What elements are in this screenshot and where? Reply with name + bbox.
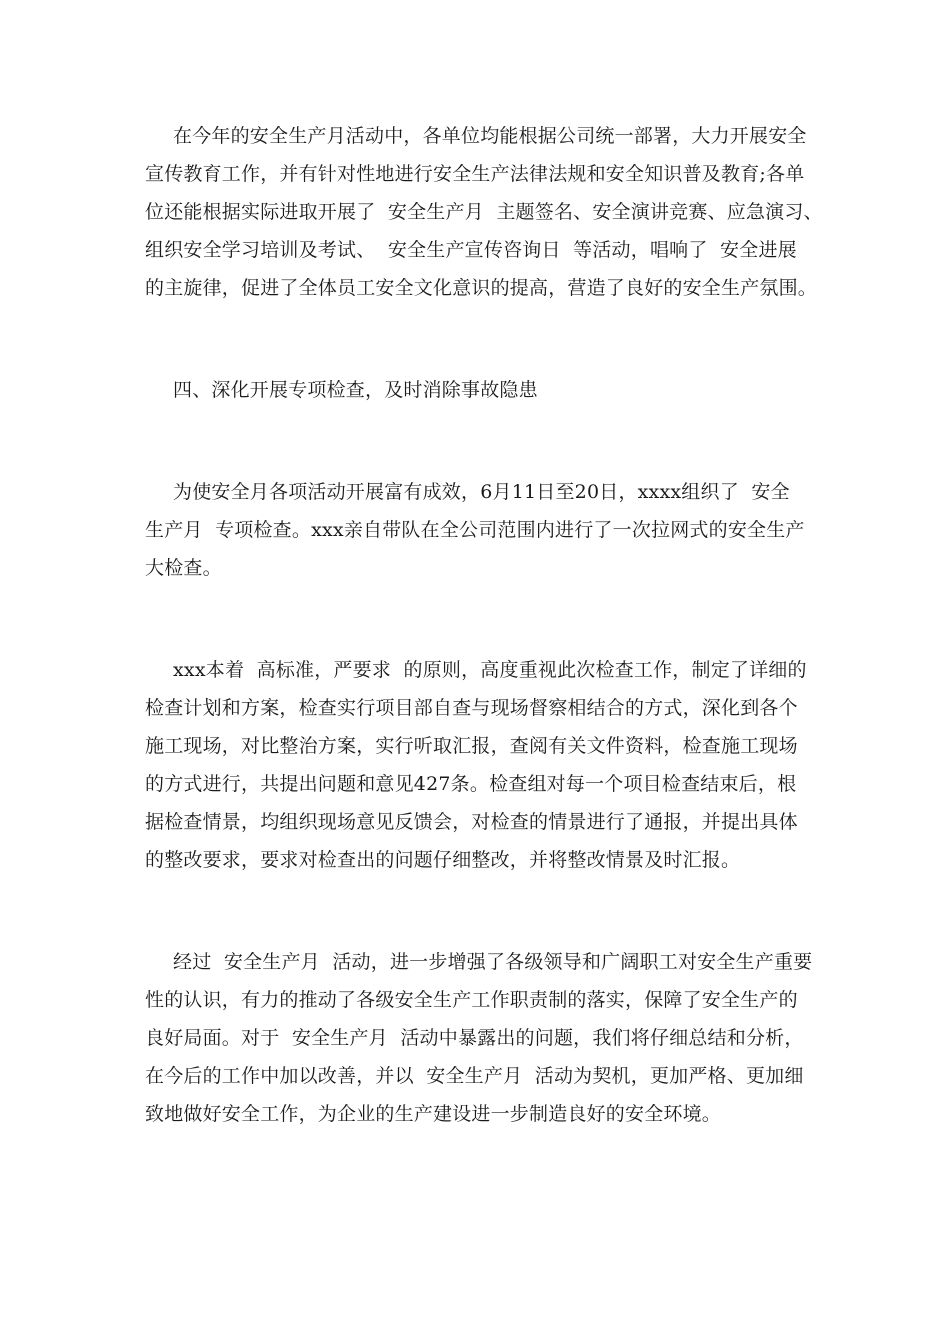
- paragraph-line: 性的认识，有力的推动了各级安全生产工作职责制的落实，保障了安全生产的: [145, 989, 798, 1011]
- paragraph-line: 的整改要求，要求对检查出的问题仔细整改，并将整改情景及时汇报。: [145, 849, 741, 871]
- paragraph-line: xxx本着 高标准，严要求 的原则，高度重视此次检查工作，制定了详细的: [173, 659, 807, 681]
- paragraph-line: 的主旋律，促进了全体员工安全文化意识的提高，营造了良好的安全生产氛围。: [145, 277, 818, 299]
- paragraph-line: 检查计划和方案，检查实行项目部自查与现场督察相结合的方式，深化到各个: [145, 697, 798, 719]
- paragraph-line: 为使安全月各项活动开展富有成效，6月11日至20日，xxxx组织了 安全: [173, 481, 790, 503]
- paragraph-line: 大检查。: [145, 557, 222, 579]
- paragraph-line: 的方式进行，共提出问题和意见427条。检查组对每一个项目检查结束后，根: [145, 773, 797, 795]
- paragraph-line: 经过 安全生产月 活动，进一步增强了各级领导和广阔职工对安全生产重要: [173, 951, 813, 973]
- section-heading: 四、深化开展专项检查，及时消除事故隐患: [173, 379, 538, 401]
- paragraph-line: 组织安全学习培训及考试、 安全生产宣传咨询日 等活动，唱响了 安全进展: [145, 239, 797, 261]
- paragraph-line: 据检查情景，均组织现场意见反馈会，对检查的情景进行了通报，并提出具体: [145, 811, 798, 833]
- paragraph-line: 生产月 专项检查。xxx亲自带队在全公司范围内进行了一次拉网式的安全生产: [145, 519, 805, 541]
- paragraph-line: 施工现场，对比整治方案，实行听取汇报，查阅有关文件资料，检查施工现场: [145, 735, 798, 757]
- paragraph-line: 位还能根据实际进取开展了 安全生产月 主题签名、安全演讲竞赛、应急演习、: [145, 201, 823, 223]
- paragraph-line: 良好局面。对于 安全生产月 活动中暴露出的问题，我们将仔细总结和分析，: [145, 1027, 804, 1049]
- paragraph-line: 在今后的工作中加以改善，并以 安全生产月 活动为契机，更加严格、更加细: [145, 1065, 804, 1087]
- paragraph-line: 致地做好安全工作，为企业的生产建设进一步制造良好的安全环境。: [145, 1103, 722, 1125]
- paragraph-line: 宣传教育工作，并有针对性地进行安全生产法律法规和安全知识普及教育;各单: [145, 163, 805, 185]
- paragraph-line: 在今年的安全生产月活动中，各单位均能根据公司统一部署，大力开展安全: [173, 125, 807, 147]
